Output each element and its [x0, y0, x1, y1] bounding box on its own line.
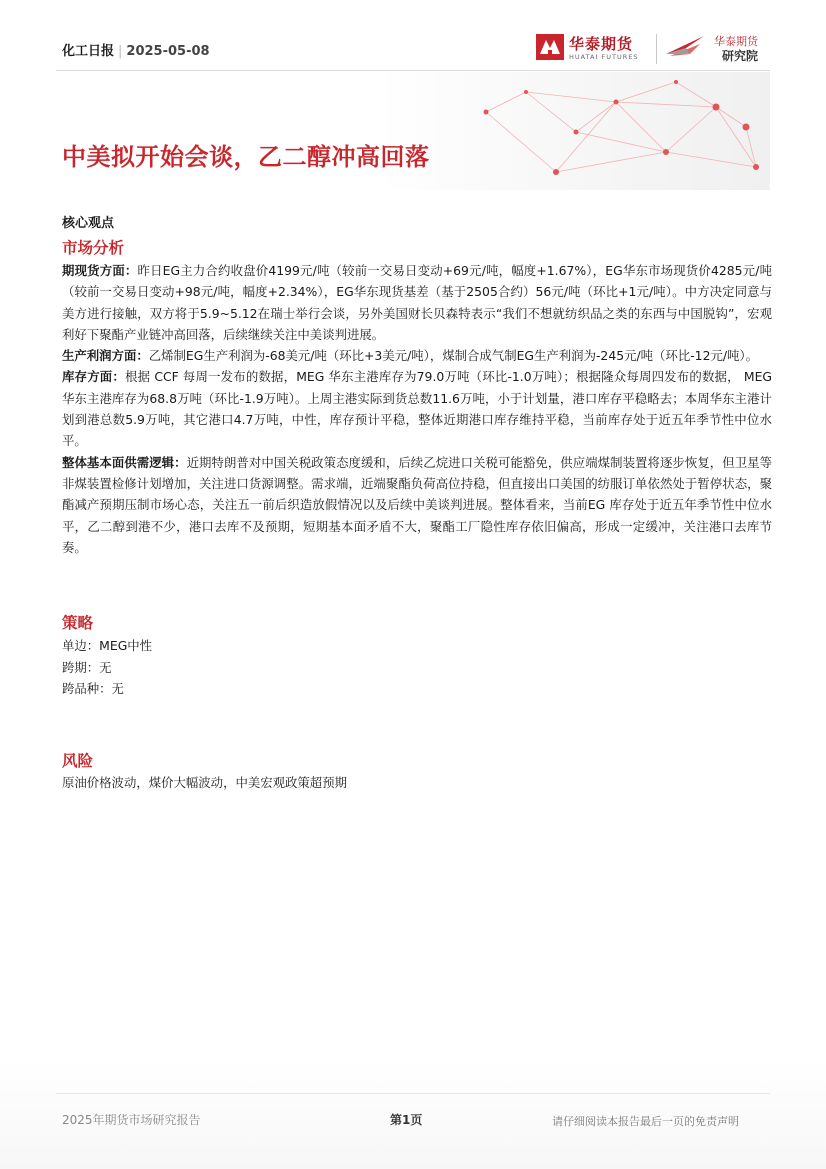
inventory-label: 库存方面： — [62, 369, 125, 385]
risk-text: 原油价格波动，煤价大幅波动，中美宏观政策超预期 — [62, 775, 347, 790]
header-separator: | — [118, 44, 123, 59]
disclaimer-note: 请仔细阅读本报告最后一页的免责声明 — [552, 1115, 739, 1128]
research-institute-logo — [664, 30, 774, 64]
market-analysis-body — [62, 260, 772, 558]
page-header — [0, 28, 826, 70]
brand-cn: 华泰期货 — [569, 35, 634, 53]
page-title: 中美拟开始会谈，乙二醇冲高回落 — [62, 143, 430, 171]
strategy-heading: 策略 — [62, 614, 94, 632]
title-banner — [56, 72, 770, 190]
risk-heading: 风险 — [62, 752, 94, 770]
strategy-outright: 单边：MEG中性 — [62, 638, 153, 653]
market-analysis-heading: 市场分析 — [62, 239, 125, 257]
footer-divider — [56, 1093, 770, 1094]
institute-wing-icon — [664, 34, 708, 58]
footer-report-name: 2025年期货市场研究报告 — [62, 1113, 201, 1127]
report-date: 2025-05-08 — [126, 44, 210, 59]
huatai-futures-logo — [536, 30, 651, 64]
huatai-logo-icon — [536, 34, 564, 60]
network-decoration — [56, 72, 770, 190]
spot-futures-paragraph — [62, 260, 772, 345]
inventory-text: 根据 CCF 每周一发布的数据，MEG 华东主港库存为79.0万吨（环比-1.0万吨）；根据隆众每周四发布的数据， MEG 华东主港库存为68.8万吨（环比-1.9万吨）。上周主港实际到货总数11.6万吨，小于计划量，港口库存平稳略去；本周华东主港计划到港总数5.9万吨，其它港口4.7万吨，中性，库存预计平稳，整体近期港口库存维持平稳，当前库存处于近五年季节性中位水平。 — [62, 369, 773, 449]
strategy-body — [62, 635, 772, 700]
spot-futures-text: 昨日EG主力合约收盘价4199元/吨（较前一交易日变动+69元/吨，幅度+1.67%），EG华东市场现货价4285元/吨（较前一交易日变动+98元/吨，幅度+2.34%），EG华东现货基差（基于2505合约）56元/吨（环比+1元/吨）。中方决定同意与美方进行接触，双方将于5.9~5.12在瑞士举行会谈，另外美国财长贝森特表示“我们不想就纺织品之类的东西与中国脱钩”，宏观利好下聚酯产业链冲高回落，后续继续关注中美谈判进展。 — [62, 263, 772, 342]
page-number: 第1页 — [390, 1113, 423, 1127]
brand-en: HUATAI FUTURES — [569, 53, 639, 61]
strategy-cross: 跨品种：无 — [62, 681, 124, 697]
logo-divider — [656, 34, 657, 64]
fundamentals-text: 近期特朗普对中国关税政策态度缓和，后续乙烷进口关税可能豁免，供应端煤制装置将逐步恢复，但卫星等非煤装置检修计划增加，关注进口货源调整。需求端，近端聚酯负荷高位持稳，但直接出口美国的纺服订单依然处于暂停状态，聚酯减产预期压制市场心态，关注五一前后织造放假情况以及后续中美谈判进展。整体看来，当前EG 库存处于近五年季节性中位水平，乙二醇到港不少，港口去库不及预期，短期基本面矛盾不大，聚酯工厂隐性库存依旧偏高，形成一定缓冲，关注港口去库节奏。 — [62, 454, 773, 555]
profit-paragraph — [62, 345, 772, 366]
profit-label: 生产利润方面： — [62, 348, 149, 364]
report-meta — [62, 40, 210, 59]
fundamentals-paragraph — [62, 452, 772, 558]
profit-text: 乙烯制EG生产利润为-68美元/吨（环比+3美元/吨），煤制合成气制EG生产利润为-245元/吨（环比-12元/吨）。 — [148, 348, 758, 364]
institute-name-line2: 研究院 — [722, 49, 759, 63]
strategy-calendar: 跨期：无 — [62, 659, 112, 675]
institute-name-line1: 华泰期货 — [714, 35, 758, 48]
fundamentals-label: 整体基本面供需逻辑： — [62, 454, 187, 470]
header-divider — [56, 70, 770, 71]
report-type: 化工日报 — [62, 44, 115, 59]
spot-futures-label: 期现货方面： — [62, 263, 138, 278]
core-view-label: 核心观点 — [62, 216, 115, 231]
inventory-paragraph — [62, 366, 772, 451]
